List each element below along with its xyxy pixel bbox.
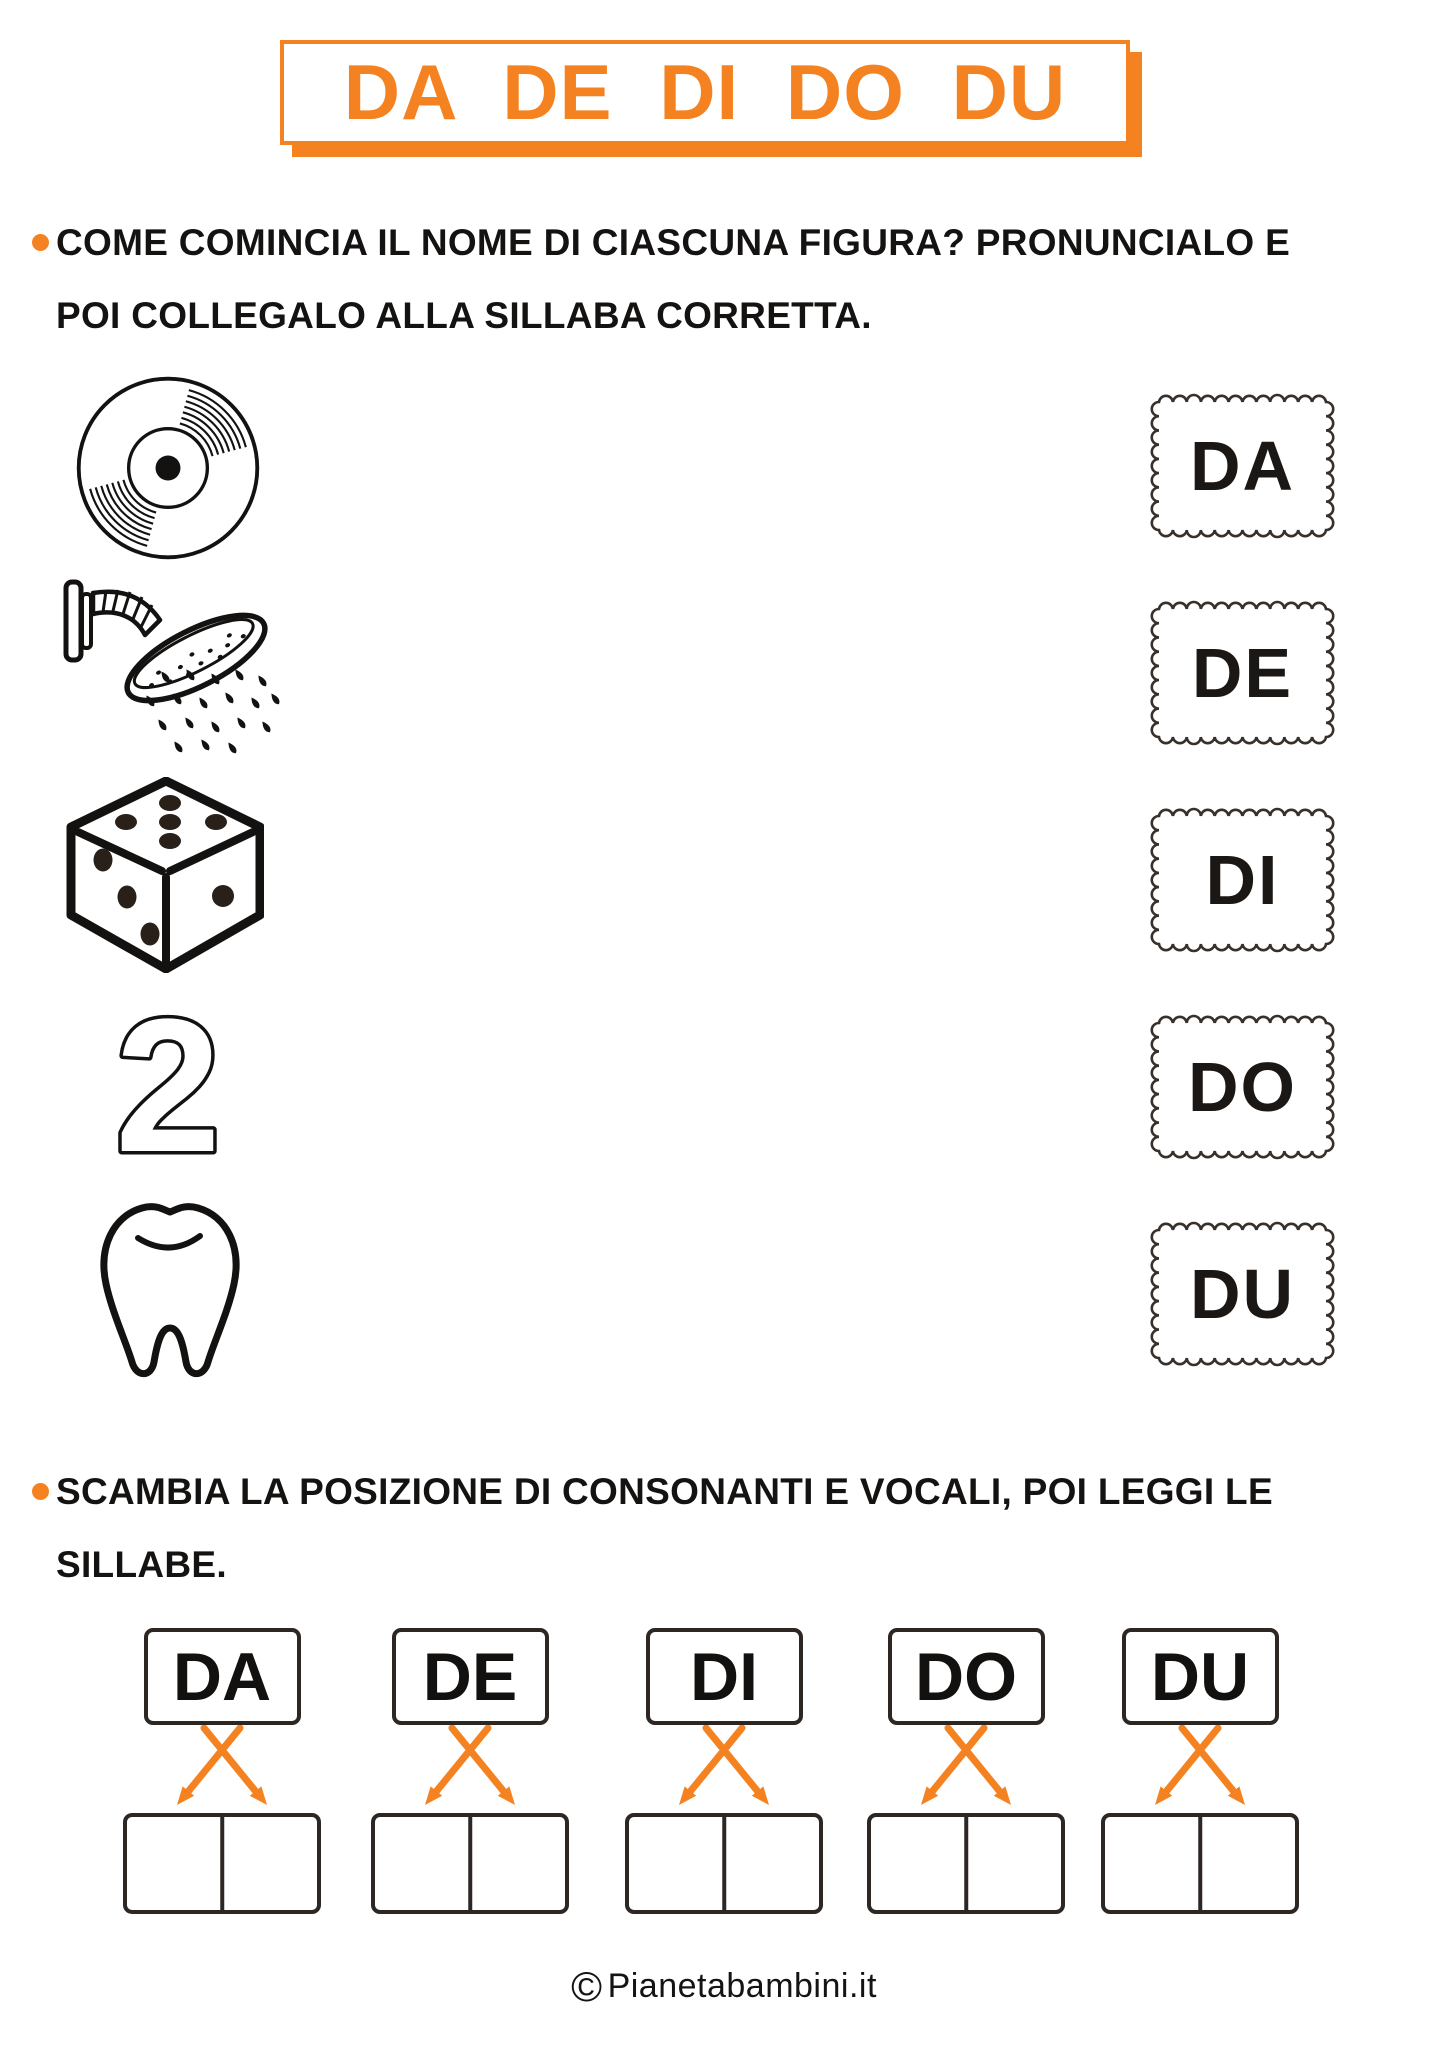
instruction-line: POI COLLEGALO ALLA SILLABA CORRETTA. (56, 295, 872, 336)
syllable-stamp-da (1150, 393, 1335, 539)
footer (0, 1963, 1448, 2011)
syllable-stamp-di (1150, 807, 1335, 953)
site-name: Pianetabambini.it (607, 1967, 877, 2005)
answer-cells (123, 1813, 321, 1914)
instruction-line: SCAMBIA LA POSIZIONE DI CONSONANTI E VOCALI, POI LEGGI LE (56, 1471, 1273, 1512)
syllable-stamp-de (1150, 600, 1335, 746)
cell-divider (722, 1817, 726, 1910)
stamp-label: DO (1188, 1048, 1297, 1126)
instruction-line: COME COMINCIA IL NOME DI CIASCUNA FIGURA? PRONUNCIALO E (56, 222, 1291, 263)
syllable-box: DA (144, 1628, 301, 1725)
exchange-unit-du (1100, 1628, 1300, 1914)
page-title: DA DE DI DO DU (343, 48, 1067, 136)
number-2-icon (108, 1003, 228, 1155)
exercise1-instruction (56, 206, 1290, 352)
stamp-label: DA (1189, 427, 1296, 505)
exchange-unit-da (122, 1628, 322, 1914)
syllable-box: DE (392, 1628, 549, 1725)
swap-arrows-icon (1100, 1725, 1300, 1813)
answer-cells (371, 1813, 569, 1914)
stamp-label: DI (1205, 841, 1280, 919)
syllable-box: DO (888, 1628, 1045, 1725)
syllable-box: DI (646, 1628, 803, 1725)
stamp-label: DE (1191, 634, 1294, 712)
title-box (280, 40, 1130, 145)
cell-divider (1198, 1817, 1202, 1910)
cell-divider (220, 1817, 224, 1910)
vinyl-record-icon (72, 372, 264, 564)
answer-cells (867, 1813, 1065, 1914)
exercise2-instruction (56, 1455, 1273, 1601)
copyright-icon: © (571, 1963, 603, 2010)
answer-cells (1101, 1813, 1299, 1914)
syllable-stamp-du (1150, 1221, 1335, 1367)
exchange-unit-do (866, 1628, 1066, 1914)
syllable-box: DU (1122, 1628, 1279, 1725)
exchange-unit-de (370, 1628, 570, 1914)
bullet-icon (32, 1483, 49, 1500)
number-2-glyph: 2 (115, 1003, 221, 1155)
cell-divider (964, 1817, 968, 1910)
exchange-unit-di (624, 1628, 824, 1914)
dice-icon (64, 777, 264, 973)
tooth-icon (86, 1194, 254, 1380)
swap-arrows-icon (122, 1725, 322, 1813)
swap-arrows-icon (866, 1725, 1066, 1813)
instruction-line: SILLABE. (56, 1544, 227, 1585)
answer-cells (625, 1813, 823, 1914)
stamp-label: DU (1189, 1255, 1296, 1333)
swap-arrows-icon (370, 1725, 570, 1813)
shower-icon (48, 578, 280, 756)
swap-arrows-icon (624, 1725, 824, 1813)
cell-divider (468, 1817, 472, 1910)
bullet-icon (32, 234, 49, 251)
syllable-stamp-do (1150, 1014, 1335, 1160)
